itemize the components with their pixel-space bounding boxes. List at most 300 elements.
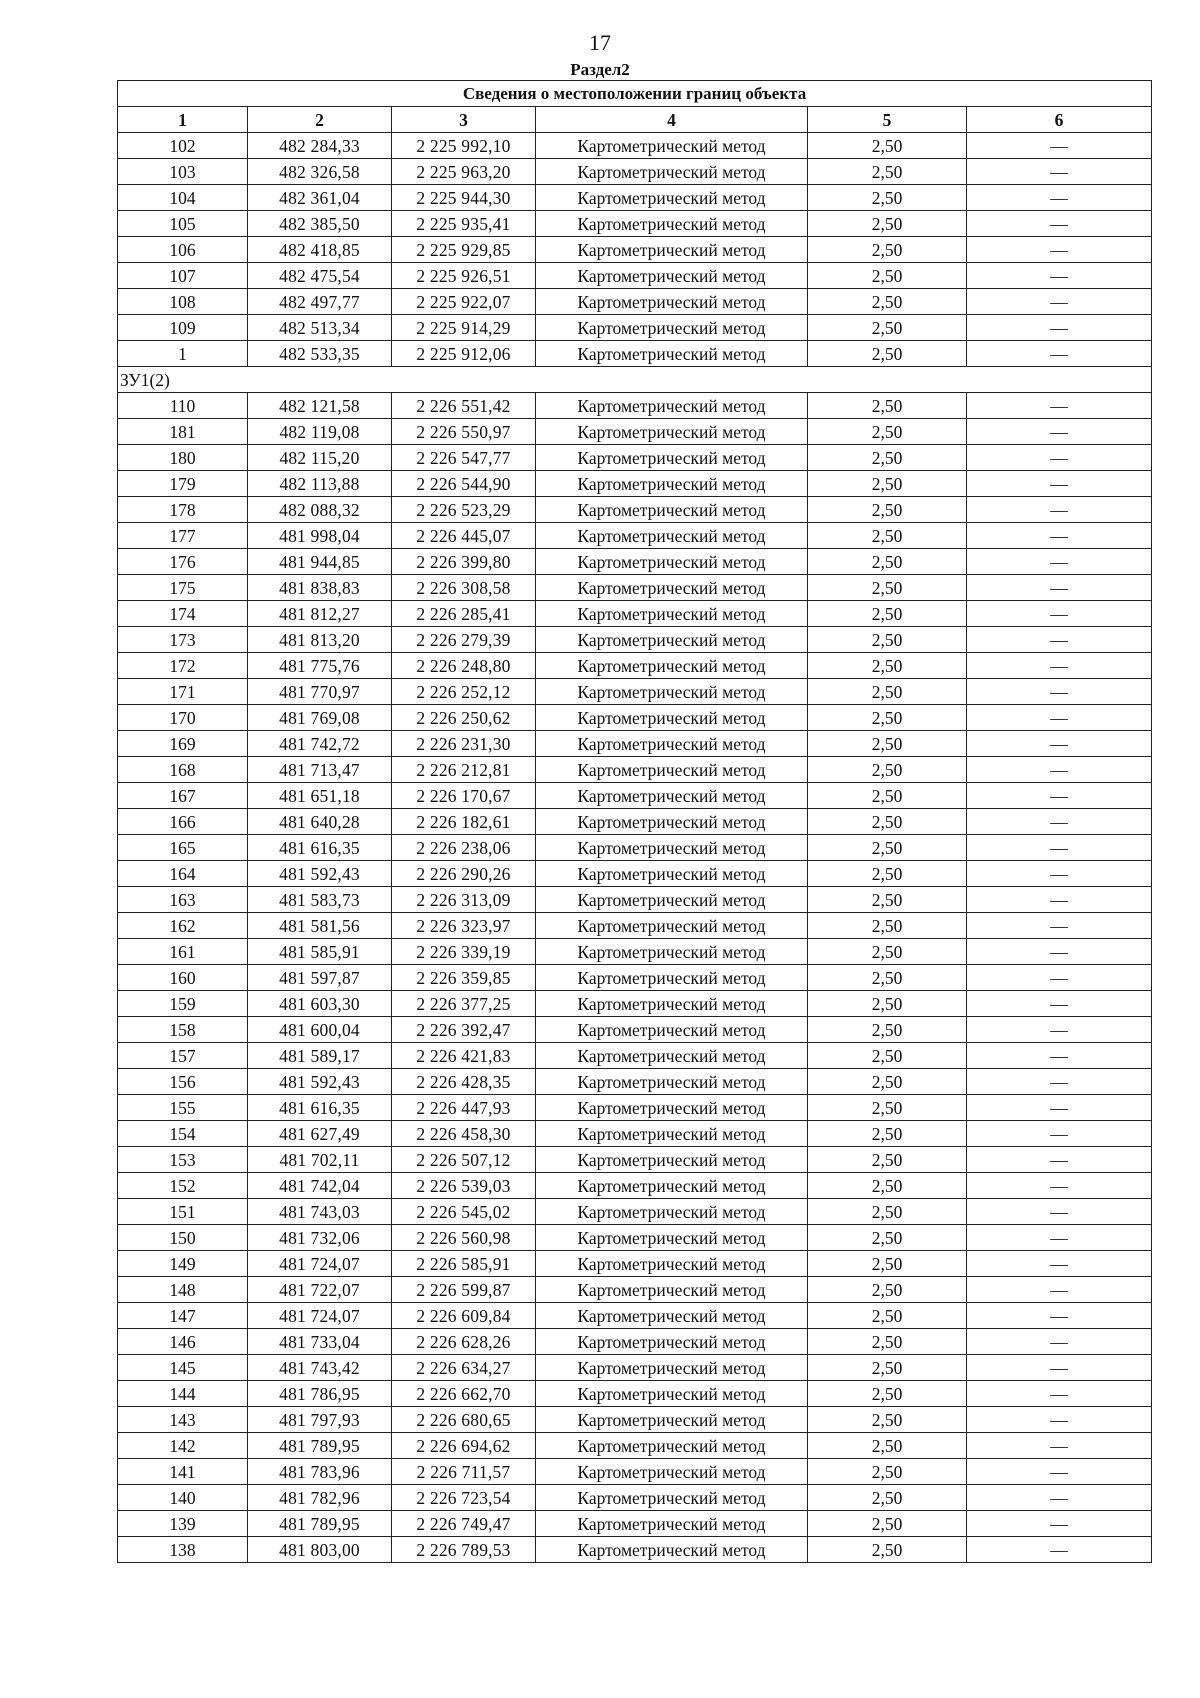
- table-cell: 2 226 507,12: [392, 1147, 536, 1173]
- table-cell: Картометрический метод: [536, 1511, 808, 1537]
- table-cell: 179: [118, 471, 248, 497]
- table-cell: 2,50: [808, 731, 967, 757]
- table-row: [118, 1251, 1152, 1277]
- table-cell: 2 226 377,25: [392, 991, 536, 1017]
- table-cell: —: [967, 1277, 1152, 1303]
- table-cell: Картометрический метод: [536, 1121, 808, 1147]
- table-cell: Картометрический метод: [536, 341, 808, 367]
- table-cell: Картометрический метод: [536, 965, 808, 991]
- page-number: 17: [589, 30, 611, 55]
- table-cell: Картометрический метод: [536, 263, 808, 289]
- table-cell: 2,50: [808, 887, 967, 913]
- table-cell: 142: [118, 1433, 248, 1459]
- table-cell: 2,50: [808, 783, 967, 809]
- table-cell: 481 743,03: [248, 1199, 392, 1225]
- table-cell: Картометрический метод: [536, 1355, 808, 1381]
- table-cell: 2,50: [808, 1251, 967, 1277]
- table-cell: —: [967, 653, 1152, 679]
- table-cell: 482 385,50: [248, 211, 392, 237]
- table-cell: 2 226 634,27: [392, 1355, 536, 1381]
- table-cell: 2,50: [808, 1225, 967, 1251]
- table-cell: 2,50: [808, 1147, 967, 1173]
- table-cell: Картометрический метод: [536, 1199, 808, 1225]
- column-header: 5: [808, 107, 967, 133]
- table-cell: 152: [118, 1173, 248, 1199]
- table-cell: 2 225 922,07: [392, 289, 536, 315]
- table-cell: Картометрический метод: [536, 887, 808, 913]
- table-cell: 161: [118, 939, 248, 965]
- table-cell: 2 226 182,61: [392, 809, 536, 835]
- table-row: [118, 991, 1152, 1017]
- table-cell: Картометрический метод: [536, 211, 808, 237]
- table-cell: 108: [118, 289, 248, 315]
- table-row: [118, 965, 1152, 991]
- table-cell: 481 627,49: [248, 1121, 392, 1147]
- table-cell: —: [967, 809, 1152, 835]
- table-cell: 481 589,17: [248, 1043, 392, 1069]
- table-row: [118, 159, 1152, 185]
- table-cell: Картометрический метод: [536, 1381, 808, 1407]
- table-row: [118, 835, 1152, 861]
- table-cell: 2,50: [808, 133, 967, 159]
- table-row: [118, 1225, 1152, 1251]
- table-cell: Картометрический метод: [536, 757, 808, 783]
- table-cell: Картометрический метод: [536, 783, 808, 809]
- table-row: [118, 679, 1152, 705]
- table-cell: 482 361,04: [248, 185, 392, 211]
- table-cell: —: [967, 211, 1152, 237]
- table-cell: 2 226 250,62: [392, 705, 536, 731]
- table-row: [118, 289, 1152, 315]
- table-cell: 482 121,58: [248, 393, 392, 419]
- table-cell: —: [967, 133, 1152, 159]
- table-cell: —: [967, 601, 1152, 627]
- table-row: [118, 523, 1152, 549]
- table-cell: 481 789,95: [248, 1433, 392, 1459]
- table-cell: 2,50: [808, 1537, 967, 1563]
- column-number-row: [118, 107, 1152, 133]
- table-cell: 2,50: [808, 471, 967, 497]
- table-cell: 138: [118, 1537, 248, 1563]
- table-cell: —: [967, 471, 1152, 497]
- table-cell: Картометрический метод: [536, 471, 808, 497]
- table-cell: 2,50: [808, 991, 967, 1017]
- table-cell: —: [967, 575, 1152, 601]
- table-cell: —: [967, 237, 1152, 263]
- table-cell: —: [967, 1069, 1152, 1095]
- table-cell: —: [967, 1433, 1152, 1459]
- table-cell: 103: [118, 159, 248, 185]
- table-cell: 2,50: [808, 1277, 967, 1303]
- table-cell: 2 226 313,09: [392, 887, 536, 913]
- table-cell: 155: [118, 1095, 248, 1121]
- table-cell: 2 226 447,93: [392, 1095, 536, 1121]
- table-cell: 481 813,20: [248, 627, 392, 653]
- table-cell: 106: [118, 237, 248, 263]
- table-cell: Картометрический метод: [536, 289, 808, 315]
- table-cell: 2,50: [808, 445, 967, 471]
- table-cell: 165: [118, 835, 248, 861]
- table-cell: 2 225 929,85: [392, 237, 536, 263]
- table-cell: —: [967, 887, 1152, 913]
- table-row: [118, 1199, 1152, 1225]
- table-cell: 481 713,47: [248, 757, 392, 783]
- table-row: [118, 1277, 1152, 1303]
- table-cell: 2 226 599,87: [392, 1277, 536, 1303]
- table-cell: —: [967, 1381, 1152, 1407]
- table-row: [118, 939, 1152, 965]
- table-cell: 2,50: [808, 237, 967, 263]
- table-cell: 481 616,35: [248, 835, 392, 861]
- table-row: [118, 783, 1152, 809]
- table-cell: Картометрический метод: [536, 393, 808, 419]
- table-cell: —: [967, 1407, 1152, 1433]
- table-cell: 481 770,97: [248, 679, 392, 705]
- table-cell: Картометрический метод: [536, 601, 808, 627]
- table-cell: Картометрический метод: [536, 1173, 808, 1199]
- table-cell: Картометрический метод: [536, 1459, 808, 1485]
- table-cell: 2 226 694,62: [392, 1433, 536, 1459]
- column-header: 3: [392, 107, 536, 133]
- table-cell: 482 533,35: [248, 341, 392, 367]
- table-cell: 2,50: [808, 315, 967, 341]
- table-cell: —: [967, 757, 1152, 783]
- table-cell: 2 226 545,02: [392, 1199, 536, 1225]
- table-cell: 2 226 279,39: [392, 627, 536, 653]
- table-cell: —: [967, 1121, 1152, 1147]
- table-row: [118, 211, 1152, 237]
- table-cell: 153: [118, 1147, 248, 1173]
- table-cell: —: [967, 523, 1152, 549]
- table-cell: —: [967, 627, 1152, 653]
- table-cell: Картометрический метод: [536, 497, 808, 523]
- table-cell: 2,50: [808, 1355, 967, 1381]
- table-cell: Картометрический метод: [536, 1277, 808, 1303]
- table-cell: 2,50: [808, 419, 967, 445]
- table-cell: 2 226 421,83: [392, 1043, 536, 1069]
- column-header: 2: [248, 107, 392, 133]
- table-cell: Картометрический метод: [536, 1433, 808, 1459]
- table-cell: 2 225 935,41: [392, 211, 536, 237]
- column-header: 4: [536, 107, 808, 133]
- table-row: [118, 445, 1152, 471]
- table-cell: —: [967, 341, 1152, 367]
- table-row: [118, 133, 1152, 159]
- table-cell: Картометрический метод: [536, 731, 808, 757]
- table-cell: 107: [118, 263, 248, 289]
- table-cell: 481 616,35: [248, 1095, 392, 1121]
- table-row: [118, 263, 1152, 289]
- table-cell: Картометрический метод: [536, 419, 808, 445]
- table-cell: 176: [118, 549, 248, 575]
- table-cell: 481 944,85: [248, 549, 392, 575]
- table-row: [118, 913, 1152, 939]
- table-cell: Картометрический метод: [536, 133, 808, 159]
- table-row: [118, 393, 1152, 419]
- table-cell: 2,50: [808, 601, 967, 627]
- table-cell: 2 225 963,20: [392, 159, 536, 185]
- table-cell: Картометрический метод: [536, 1017, 808, 1043]
- table-cell: 2,50: [808, 939, 967, 965]
- table-row: [118, 419, 1152, 445]
- table-cell: 2,50: [808, 679, 967, 705]
- table-cell: 2 226 339,19: [392, 939, 536, 965]
- table-cell: —: [967, 1043, 1152, 1069]
- table-row: [118, 627, 1152, 653]
- table-cell: 2 226 323,97: [392, 913, 536, 939]
- table-cell: 2 225 926,51: [392, 263, 536, 289]
- table-cell: 482 088,32: [248, 497, 392, 523]
- table-cell: 481 838,83: [248, 575, 392, 601]
- table-cell: —: [967, 1459, 1152, 1485]
- table-cell: —: [967, 159, 1152, 185]
- table-cell: 481 651,18: [248, 783, 392, 809]
- table-cell: 2 226 238,06: [392, 835, 536, 861]
- table-cell: 2 226 212,81: [392, 757, 536, 783]
- table-cell: —: [967, 315, 1152, 341]
- table-row: [118, 601, 1152, 627]
- table-cell: —: [967, 1329, 1152, 1355]
- table-cell: 2 226 428,35: [392, 1069, 536, 1095]
- table-cell: 2,50: [808, 575, 967, 601]
- table-cell: Картометрический метод: [536, 1485, 808, 1511]
- table-cell: —: [967, 939, 1152, 965]
- table-cell: 109: [118, 315, 248, 341]
- table-cell: 2,50: [808, 1173, 967, 1199]
- table-cell: 2,50: [808, 1329, 967, 1355]
- table-cell: 481 640,28: [248, 809, 392, 835]
- table-cell: 2,50: [808, 809, 967, 835]
- table-cell: 2,50: [808, 627, 967, 653]
- table-cell: Картометрический метод: [536, 1095, 808, 1121]
- table-cell: 143: [118, 1407, 248, 1433]
- table-cell: Картометрический метод: [536, 445, 808, 471]
- table-cell: 482 418,85: [248, 237, 392, 263]
- table-row: [118, 185, 1152, 211]
- table-cell: 481 592,43: [248, 861, 392, 887]
- table-cell: 2 226 609,84: [392, 1303, 536, 1329]
- table-cell: 180: [118, 445, 248, 471]
- boundary-coordinates-table: [117, 80, 1152, 1563]
- table-cell: 159: [118, 991, 248, 1017]
- table-cell: Картометрический метод: [536, 1147, 808, 1173]
- table-cell: 104: [118, 185, 248, 211]
- table-cell: 2,50: [808, 1069, 967, 1095]
- table-cell: 173: [118, 627, 248, 653]
- table-cell: —: [967, 705, 1152, 731]
- table-cell: Картометрический метод: [536, 809, 808, 835]
- table-row: [118, 1355, 1152, 1381]
- table-cell: 171: [118, 679, 248, 705]
- table-cell: 2 226 723,54: [392, 1485, 536, 1511]
- table-cell: 482 497,77: [248, 289, 392, 315]
- table-cell: 162: [118, 913, 248, 939]
- table-cell: Картометрический метод: [536, 1069, 808, 1095]
- table-cell: 2,50: [808, 653, 967, 679]
- table-cell: 2 226 749,47: [392, 1511, 536, 1537]
- table-cell: Картометрический метод: [536, 237, 808, 263]
- table-cell: Картометрический метод: [536, 653, 808, 679]
- table-cell: —: [967, 861, 1152, 887]
- table-cell: 481 812,27: [248, 601, 392, 627]
- table-cell: —: [967, 913, 1152, 939]
- section-title: Раздел2: [570, 60, 630, 79]
- table-cell: 105: [118, 211, 248, 237]
- table-cell: 144: [118, 1381, 248, 1407]
- table-cell: Картометрический метод: [536, 861, 808, 887]
- table-cell: 147: [118, 1303, 248, 1329]
- table-cell: 481 742,72: [248, 731, 392, 757]
- table-cell: 2,50: [808, 1199, 967, 1225]
- table-cell: Картометрический метод: [536, 549, 808, 575]
- table-cell: 164: [118, 861, 248, 887]
- table-row: [118, 1381, 1152, 1407]
- table-cell: 2 226 285,41: [392, 601, 536, 627]
- table-cell: 2,50: [808, 497, 967, 523]
- table-cell: —: [967, 497, 1152, 523]
- table-cell: —: [967, 445, 1152, 471]
- table-cell: 2 226 585,91: [392, 1251, 536, 1277]
- table-cell: 2 226 248,80: [392, 653, 536, 679]
- table-cell: —: [967, 965, 1152, 991]
- table-cell: 175: [118, 575, 248, 601]
- table-cell: 156: [118, 1069, 248, 1095]
- table-cell: 2,50: [808, 211, 967, 237]
- table-row: [118, 809, 1152, 835]
- table-row: [118, 1147, 1152, 1173]
- table-cell: 481 597,87: [248, 965, 392, 991]
- table-cell: 2,50: [808, 965, 967, 991]
- table-cell: 2,50: [808, 1043, 967, 1069]
- table-cell: 2,50: [808, 1095, 967, 1121]
- table-cell: 482 119,08: [248, 419, 392, 445]
- table-cell: —: [967, 549, 1152, 575]
- table-caption: Сведения о местоположении границ объекта: [118, 81, 1152, 107]
- table-cell: 2 226 551,42: [392, 393, 536, 419]
- table-cell: 2 226 359,85: [392, 965, 536, 991]
- table-cell: 2,50: [808, 159, 967, 185]
- table-cell: 481 733,04: [248, 1329, 392, 1355]
- table-cell: Картометрический метод: [536, 939, 808, 965]
- table-caption-row: [118, 81, 1152, 107]
- column-header: 6: [967, 107, 1152, 133]
- table-cell: 168: [118, 757, 248, 783]
- table-cell: 481 603,30: [248, 991, 392, 1017]
- table-cell: 1: [118, 341, 248, 367]
- table-cell: 2,50: [808, 549, 967, 575]
- table-cell: 481 585,91: [248, 939, 392, 965]
- table-cell: Картометрический метод: [536, 523, 808, 549]
- table-cell: 149: [118, 1251, 248, 1277]
- table-cell: 481 803,00: [248, 1537, 392, 1563]
- table-row: [118, 1407, 1152, 1433]
- table-cell: Картометрический метод: [536, 159, 808, 185]
- table-cell: 139: [118, 1511, 248, 1537]
- table-row: [118, 757, 1152, 783]
- table-cell: 148: [118, 1277, 248, 1303]
- table-cell: 2 226 231,30: [392, 731, 536, 757]
- table-cell: 482 513,34: [248, 315, 392, 341]
- table-row: [118, 1511, 1152, 1537]
- table-cell: 2,50: [808, 1121, 967, 1147]
- table-cell: 170: [118, 705, 248, 731]
- table-cell: 2,50: [808, 341, 967, 367]
- table-cell: —: [967, 1095, 1152, 1121]
- table-cell: 2,50: [808, 913, 967, 939]
- table-row: [118, 549, 1152, 575]
- table-cell: 481 600,04: [248, 1017, 392, 1043]
- table-cell: Картометрический метод: [536, 913, 808, 939]
- table-cell: Картометрический метод: [536, 627, 808, 653]
- table-cell: 2 226 711,57: [392, 1459, 536, 1485]
- table-body: [118, 133, 1152, 1563]
- table-cell: 2 226 308,58: [392, 575, 536, 601]
- table-cell: —: [967, 1355, 1152, 1381]
- table-row: [118, 887, 1152, 913]
- table-cell: 174: [118, 601, 248, 627]
- table-cell: 481 583,73: [248, 887, 392, 913]
- table-cell: 2 226 399,80: [392, 549, 536, 575]
- table-cell: 150: [118, 1225, 248, 1251]
- table-cell: 158: [118, 1017, 248, 1043]
- table-cell: —: [967, 185, 1152, 211]
- table-cell: 145: [118, 1355, 248, 1381]
- table-cell: Картометрический метод: [536, 835, 808, 861]
- table-cell: 2 226 789,53: [392, 1537, 536, 1563]
- table-cell: 2 226 445,07: [392, 523, 536, 549]
- table-cell: Картометрический метод: [536, 575, 808, 601]
- table-cell: 481 702,11: [248, 1147, 392, 1173]
- table-cell: 2,50: [808, 393, 967, 419]
- table-row: [118, 315, 1152, 341]
- table-row: [118, 1017, 1152, 1043]
- table-cell: 2,50: [808, 1407, 967, 1433]
- table-cell: 181: [118, 419, 248, 445]
- table-cell: 2 226 628,26: [392, 1329, 536, 1355]
- table-cell: Картометрический метод: [536, 1043, 808, 1069]
- table-row: [118, 1173, 1152, 1199]
- table-row: [118, 1459, 1152, 1485]
- table-cell: 481 592,43: [248, 1069, 392, 1095]
- table-cell: 2 226 662,70: [392, 1381, 536, 1407]
- table-cell: 481 782,96: [248, 1485, 392, 1511]
- table-cell: 481 769,08: [248, 705, 392, 731]
- table-cell: —: [967, 783, 1152, 809]
- table-row: [118, 237, 1152, 263]
- table-cell: —: [967, 1173, 1152, 1199]
- group-label: ЗУ1(2): [118, 367, 1152, 393]
- table-cell: 167: [118, 783, 248, 809]
- table-row: [118, 653, 1152, 679]
- table-cell: 141: [118, 1459, 248, 1485]
- table-cell: 2,50: [808, 705, 967, 731]
- table-row: [118, 1303, 1152, 1329]
- table-cell: 2,50: [808, 757, 967, 783]
- table-cell: 481 797,93: [248, 1407, 392, 1433]
- table-cell: —: [967, 1017, 1152, 1043]
- table-cell: 163: [118, 887, 248, 913]
- table-cell: 2,50: [808, 1433, 967, 1459]
- table-row: [118, 1329, 1152, 1355]
- table-cell: 481 724,07: [248, 1251, 392, 1277]
- table-cell: 169: [118, 731, 248, 757]
- table-row: [118, 705, 1152, 731]
- table-cell: 2 226 290,26: [392, 861, 536, 887]
- table-cell: 110: [118, 393, 248, 419]
- table-cell: 481 775,76: [248, 653, 392, 679]
- table-cell: 481 786,95: [248, 1381, 392, 1407]
- table-cell: 2 226 547,77: [392, 445, 536, 471]
